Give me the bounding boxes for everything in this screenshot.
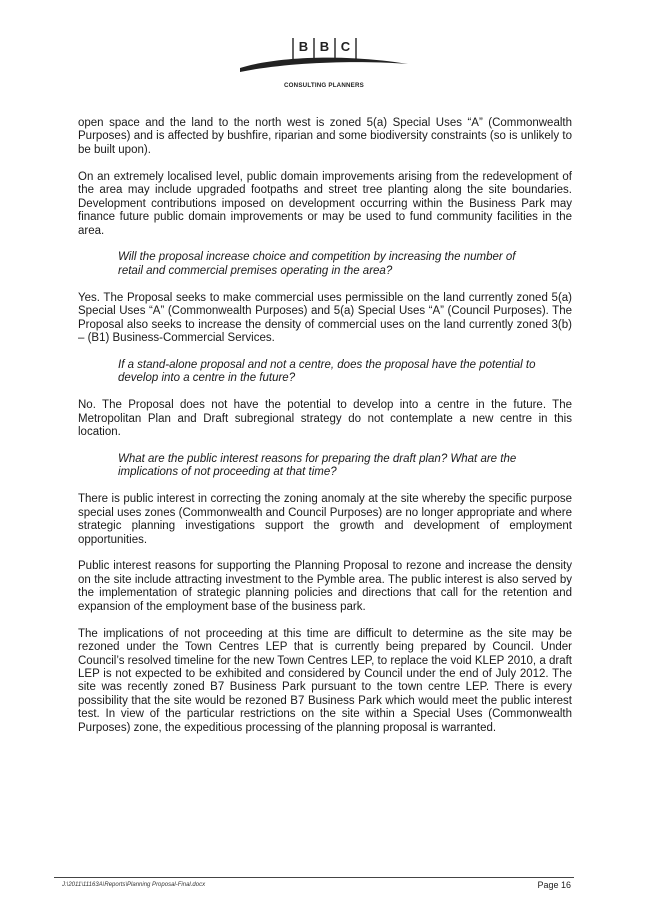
logo-letter-2: B xyxy=(319,39,330,54)
question-choice-competition: Will the proposal increase choice and competition by increasing the number of retail and commercial premises operating in the area? xyxy=(118,251,516,277)
logo-subtitle: CONSULTING PLANNERS xyxy=(284,82,364,89)
paragraph-implications: The implications of not proceeding at this time are difficult to determine as the site may be rezoned under the Town Centres LEP that is currently being prepared by Council. Under Council’s resolved timeline for the new Town Centres LEP, to replace the void KLEP 2010, a draft LEP is not expected to be exhibited and considered by Council under the end of July 2012. The site was recently zoned B7 Business Park pursuant to the town centre LEP. There is every possibility that the site would be rezoned B7 Business Park which would meet the public interest test. In view of the particular restrictions on the site within a Special Uses (Commonwealth Purposes) zone, the expeditious processing of the planning proposal is warranted. xyxy=(78,627,572,734)
paragraph-public-interest-reasons: Public interest reasons for supporting the Planning Proposal to rezone and increase the density on the site include attracting investment to the Pymble area. The public interest is also served by the implementation of strategic planning policies and directions that call for the retention and expansion of the employment base of the business park. xyxy=(78,560,572,613)
question-public-interest: What are the public interest reasons for preparing the draft plan? What are the implications of not proceeding at that time? xyxy=(118,452,517,479)
logo-letter-1: B xyxy=(298,39,309,54)
footer-file-path: J:\2011\11163A\Reports\Planning Proposal-Final.docx xyxy=(62,882,206,888)
paragraph-answer-yes: Yes. The Proposal seeks to make commercial uses permissible on the land currently zoned 5(a) Special Uses “A” (Commonwealth Purposes) and 5(a) Special Uses “A” (Council Purposes). The Proposal also seeks to increase the density of commercial uses on the land currently zoned 3(b) – (B1) Business-Commercial Services. xyxy=(78,291,572,345)
bbc-logo xyxy=(238,34,410,94)
logo-letter-3: C xyxy=(340,39,351,54)
paragraph-public-domain: On an extremely localised level, public domain improvements arising from the redevelopment of the area may include upgraded footpaths and street tree planting along the site boundaries. Development contributions imposed on development occurring within the Business Park may finance future public domain improvements or may be used to fund community facilities in the area. xyxy=(78,170,572,237)
paragraph-zoning-anomaly: There is public interest in correcting the zoning anomaly at the site whereby the specific purpose special uses zones (Commonwealth and Council Purposes) are no longer appropriate and where strategic planning investigations support the growth and development of employment opportunities. xyxy=(78,493,572,546)
question-stand-alone: If a stand-alone proposal and not a centre, does the proposal have the potential to develop into a centre in the future? xyxy=(118,358,536,385)
document-body xyxy=(78,117,572,749)
bbc-logo-mark xyxy=(238,34,410,82)
footer-divider xyxy=(54,877,574,878)
logo-swoosh xyxy=(240,58,408,72)
footer-page-number: Page 16 xyxy=(537,880,571,890)
paragraph-answer-no: No. The Proposal does not have the potential to develop into a centre in the future. The Metropolitan Plan and Draft subregional strategy do not contemplate a new centre in this location. xyxy=(78,399,572,439)
paragraph-open-space: open space and the land to the north west is zoned 5(a) Special Uses “A” (Commonwealth Purposes) and is affected by bushfire, riparian and some biodiversity constraints (so is unlikely to be built upon). xyxy=(78,117,572,156)
